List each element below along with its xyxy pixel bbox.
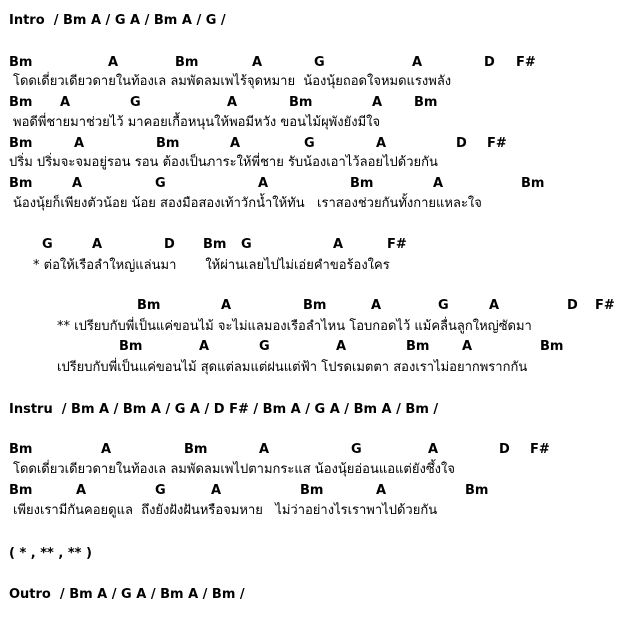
chord: Bm [119, 339, 143, 354]
chord: G [304, 136, 315, 151]
chord: A [462, 339, 473, 354]
chord: F# [595, 298, 615, 313]
chord: Bm [9, 176, 33, 191]
chord: A [230, 136, 241, 151]
chord: G [130, 95, 141, 110]
lyric-line: พอดีพี่ชายมาช่วยไว้ มาคอยเกื้อหนุนให้พอมีหวัง ขอนไม้ผุพังยังมีใจ [13, 115, 381, 130]
lyric-line: * ต่อให้เรือลำใหญ่แล่นมา ให้ผ่านเลยไปไม่เอ่ยคำขอร้องใคร [33, 258, 390, 273]
lyric-line: น้องนุ้ยก็เพียงตัวน้อย น้อย สองมือสองเท้าวักน้ำให้ทัน เราสองช่วยกันทั้งกายแหละใจ [13, 196, 482, 211]
chord: G [241, 237, 252, 252]
chord: A [74, 136, 85, 151]
chord: Bm [303, 298, 327, 313]
intro-line: Intro / Bm A / G A / Bm A / G / [9, 13, 226, 28]
chord: Bm [414, 95, 438, 110]
chord: G [155, 176, 166, 191]
chord: A [336, 339, 347, 354]
chord: F# [487, 136, 507, 151]
chord: Bm [175, 55, 199, 70]
lyric-line: โดดเดี่ยวเดียวดายในท้องเล ลมพัดลมเพไร้จุดหมาย น้องนุ้ยถอดใจหมดแรงพลัง [13, 74, 452, 89]
chord: Bm [156, 136, 180, 151]
chord: Bm [300, 483, 324, 498]
chord: A [433, 176, 444, 191]
chord: A [252, 55, 263, 70]
chord: A [259, 442, 270, 457]
chord: F# [516, 55, 536, 70]
chord: Bm [350, 176, 374, 191]
chord: Bm [465, 483, 489, 498]
chord: Bm [406, 339, 430, 354]
chord: D [484, 55, 495, 70]
chord: A [428, 442, 439, 457]
chord: A [333, 237, 344, 252]
repeat-line: ( * , ** , ** ) [9, 546, 92, 561]
lyric-line: ** เปรียบกับพี่เป็นแค่ขอนไม้ จะไม่แลมองเรือลำไหน โอบกอดไว้ แม้คลื่นลูกใหญ่ซัดมา [57, 319, 532, 334]
chord: A [199, 339, 210, 354]
instru-line: Instru / Bm A / Bm A / G A / D F# / Bm A / G A / Bm A / Bm / [9, 402, 439, 417]
chord: G [259, 339, 270, 354]
chord: D [164, 237, 175, 252]
chord: G [351, 442, 362, 457]
outro-line: Outro / Bm A / G A / Bm A / Bm / [9, 587, 245, 602]
chord: Bm [9, 483, 33, 498]
chord: Bm [540, 339, 564, 354]
lyric-line: ปริ่ม ปริ่มจะจมอยู่รอน รอน ต้องเป็นภาระให้พี่ชาย รับน้องเอาไว้ลอยไปด้วยกัน [9, 155, 438, 170]
chord: A [258, 176, 269, 191]
chord: F# [530, 442, 550, 457]
chord: Bm [9, 55, 33, 70]
chord: A [376, 483, 387, 498]
lyric-line: โดดเดี่ยวเดียวดายในท้องเล ลมพัดลมเพไปตามกระแส น้องนุ้ยอ่อนแอแต่ยังซึ้งใจ [13, 462, 455, 477]
chord: G [155, 483, 166, 498]
chord: Bm [9, 95, 33, 110]
chord: A [489, 298, 500, 313]
chord: A [72, 176, 83, 191]
chord: A [371, 298, 382, 313]
chord: A [108, 55, 119, 70]
lyric-line: เพียงเรามีกันคอยดูแล ถึงยังฝังฝันหรือจมหาย ไม่ว่าอย่างไรเราพาไปด้วยกัน [13, 503, 438, 518]
chord: A [227, 95, 238, 110]
chord: G [314, 55, 325, 70]
chord: A [60, 95, 71, 110]
chord: Bm [137, 298, 161, 313]
chord: Bm [9, 136, 33, 151]
chord: Bm [521, 176, 545, 191]
chord: A [76, 483, 87, 498]
lyric-line: เปรียบกับพี่เป็นแค่ขอนไม้ สุดแต่ลมแต่ฝนแต่ฟ้า โปรดเมตตา สองเราไม่อยากพรากกัน [57, 360, 528, 375]
chord: A [376, 136, 387, 151]
chord: Bm [289, 95, 313, 110]
chord: A [92, 237, 103, 252]
chord: Bm [9, 442, 33, 457]
chord: A [211, 483, 222, 498]
chord: A [101, 442, 112, 457]
chord: G [42, 237, 53, 252]
chord: D [456, 136, 467, 151]
chord: A [221, 298, 232, 313]
chord: Bm [203, 237, 227, 252]
chord: A [412, 55, 423, 70]
chord: Bm [184, 442, 208, 457]
chord: D [499, 442, 510, 457]
chord: G [438, 298, 449, 313]
chord: F# [387, 237, 407, 252]
chord: D [567, 298, 578, 313]
chord: A [372, 95, 383, 110]
